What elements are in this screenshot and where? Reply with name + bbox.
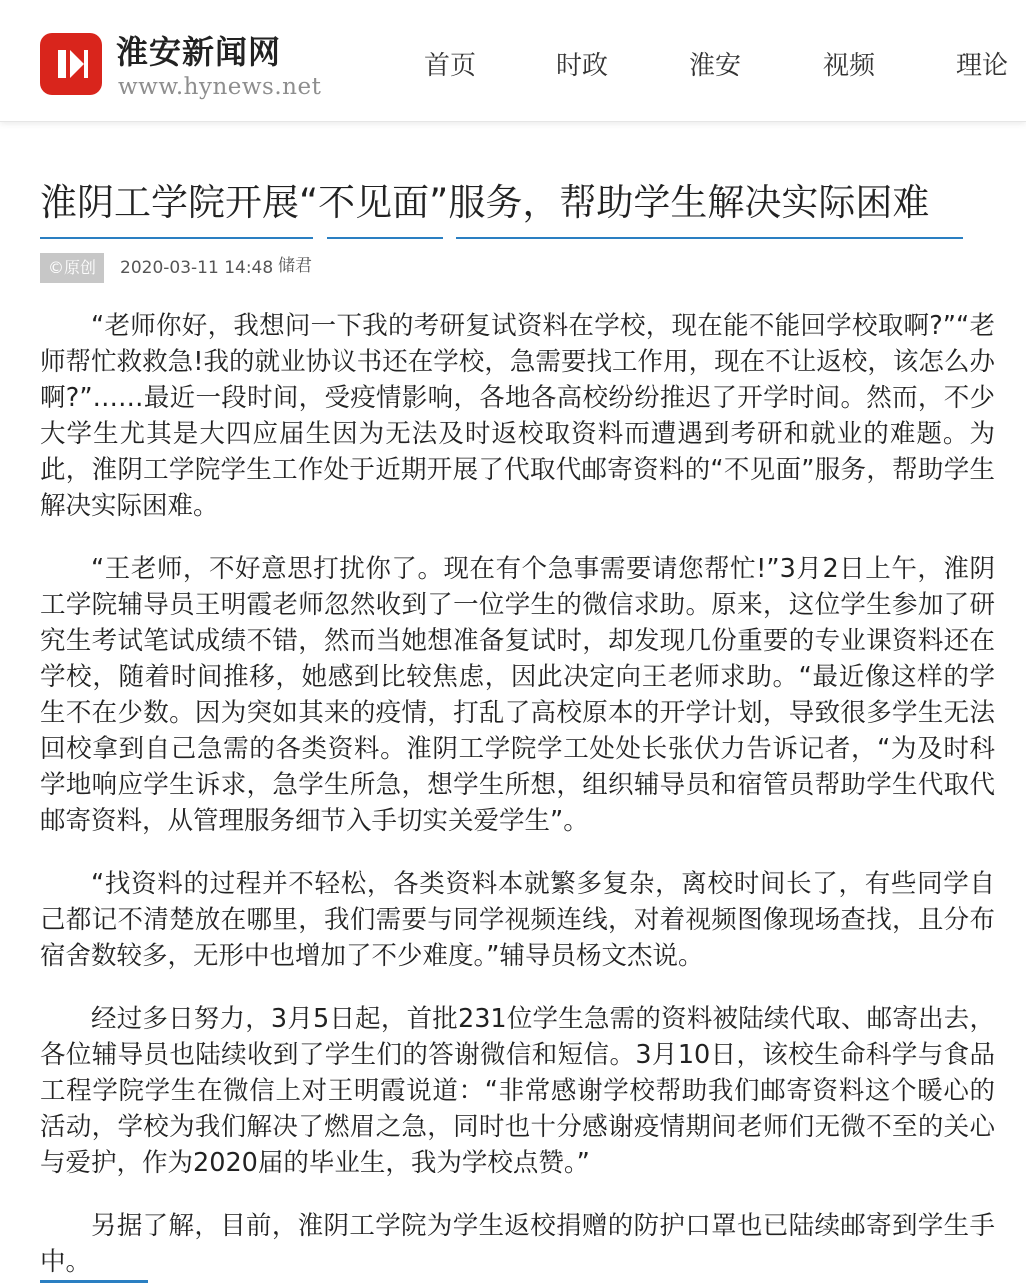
title-underline	[456, 237, 963, 239]
nav-item-huaian[interactable]: 淮安	[689, 51, 742, 81]
publish-date: 2020-03-11 14:48	[120, 258, 274, 278]
article-meta	[40, 253, 640, 283]
author-name: 储君	[278, 256, 312, 276]
article-paragraph: “老师你好，我想问一下我的考研复试资料在学校，现在能不能回学校取啊?”“老师帮忙救救急!我的就业协议书还在学校，急需要找工作用，现在不让返校，该怎么办啊?”……最近一段时间，受疫情影响，各地各高校纷纷推迟了开学时间。然而，不少大学生尤其是大四应届生因为无法及时返校取资料而遭遇到考研和就业的难题。为此，淮阴工学院学生工作处于近期开展了代取代邮寄资料的“不见面”服务，帮助学生解决实际困难。	[40, 311, 995, 521]
site-header	[0, 0, 1026, 122]
title-underline	[40, 237, 313, 239]
article-paragraph: “找资料的过程并不轻松，各类资料本就繁多复杂，离校时间长了，有些同学自己都记不清楚放在哪里，我们需要与同学视频连线，对着视频图像现场查找，且分布宿舍数较多，无形中也增加了不少难度。”辅导员杨文杰说。	[40, 869, 995, 971]
article-paragraph: 另据了解，目前，淮阴工学院为学生返校捐赠的防护口罩也已陆续邮寄到学生手中。	[40, 1211, 995, 1277]
bottom-underline	[40, 1280, 148, 1283]
nav-item-video[interactable]: 视频	[823, 51, 876, 81]
site-name[interactable]: 淮安新闻网	[116, 33, 282, 71]
nav-item-home[interactable]: 首页	[424, 51, 477, 81]
original-badge: ©原创	[40, 253, 104, 283]
article-title: 淮阴工学院开展“不见面”服务，帮助学生解决实际困难	[40, 181, 930, 224]
site-url[interactable]: www.hynews.net	[118, 74, 322, 100]
nav-item-politics[interactable]: 时政	[556, 51, 609, 81]
article-body	[40, 308, 995, 1284]
title-underline	[327, 237, 443, 239]
article-paragraph: “王老师，不好意思打扰你了。现在有个急事需要请您帮忙!”3月2日上午，淮阴工学院辅导员王明霞老师忽然收到了一位学生的微信求助。原来，这位学生参加了研究生考试笔试成绩不错，然而当她想准备复试时，却发现几份重要的专业课资料还在学校，随着时间推移，她感到比较焦虑，因此决定向王老师求助。“最近像这样的学生不在少数。因为突如其来的疫情，打乱了高校原本的开学计划，导致很多学生无法回校拿到自己急需的各类资料。淮阴工学院学工处处长张伏力告诉记者，“为及时科学地响应学生诉求，急学生所急，想学生所想，组织辅导员和宿管员帮助学生代取代邮寄资料，从管理服务细节入手切实关爱学生”。	[40, 554, 995, 836]
nav-item-theory[interactable]: 理论	[956, 51, 1009, 81]
article-paragraph: 经过多日努力，3月5日起，首批231位学生急需的资料被陆续代取、邮寄出去，各位辅导员也陆续收到了学生们的答谢微信和短信。3月10日，该校生命科学与食品工程学院学生在微信上对王明霞说道：“非常感谢学校帮助我们邮寄资料这个暖心的活动，学校为我们解决了燃眉之急，同时也十分感谢疫情期间老师们无微不至的关心与爱护，作为2020届的毕业生，我为学校点赞。”	[40, 1004, 995, 1178]
main-nav	[0, 46, 1026, 86]
